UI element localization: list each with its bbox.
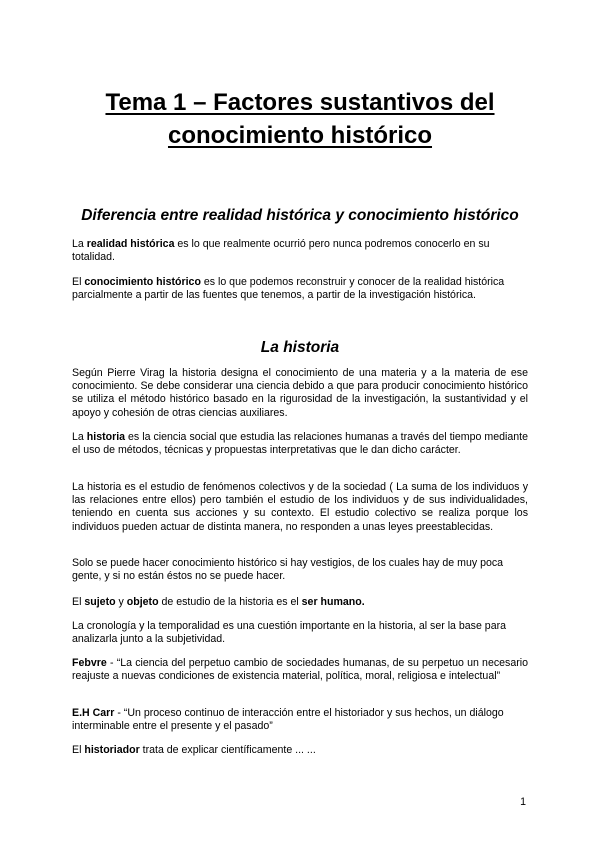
title-line-1: Tema 1 – Factores sustantivos del <box>105 89 495 116</box>
bold-term: historia <box>86 431 126 443</box>
paragraph-historia-definicion <box>72 431 528 457</box>
text: de estudio de la historia es el <box>158 596 302 608</box>
paragraph-vestigios: Solo se puede hacer conocimiento histórico si hay vestigios, de los cuales hay de muy poca gente, y si no están éstos no se puede hacer. <box>72 557 504 583</box>
bold-term: ser humano. <box>301 596 365 608</box>
bold-author: E.H Carr <box>72 707 115 719</box>
bold-term: objeto <box>126 596 159 608</box>
paragraph-cronologia: La cronología y la temporalidad es una cuestión importante en la historia, al ser la base para analizarla junto a la subjetividad. <box>72 620 507 646</box>
text: El <box>72 276 85 288</box>
bold-term: historiador <box>84 744 140 756</box>
text: y <box>115 596 127 608</box>
text: La <box>72 431 87 443</box>
page-title <box>40 86 560 152</box>
bold-term: conocimiento histórico <box>84 276 201 288</box>
quote-text: - “La ciencia del perpetuo cambio de sociedades humanas, de su perpetuo un necesario reajuste a nuevas condiciones de existencia material, política, moral, religiosa e intelectual” <box>72 657 528 683</box>
bold-term: realidad histórica <box>86 238 175 250</box>
text: El <box>72 744 85 756</box>
paragraph-febvre-quote <box>72 657 528 683</box>
text: es la ciencia social que estudia las relaciones humanas a través del tiempo mediante el uso de métodos, técnicas y propuestas interpretativas que le dan dicho carácter. <box>72 431 528 457</box>
text: trata de explicar científicamente ... ... <box>139 744 316 756</box>
paragraph-pierre-virag: Según Pierre Virag la historia designa el conocimiento de una materia y a la materia de ese conocimiento. Se debe considerar una ciencia debido a que para producir conocimiento histórico se utiliza el método histórico basado en la rigurosidad de la investigación, la sustantividad y el apoyo y cohesión de otras ciencias auxiliares. <box>72 367 528 419</box>
text: La <box>72 238 87 250</box>
title-line-2: conocimiento histórico <box>167 122 433 149</box>
paragraph-fenomenos-colectivos: La historia es el estudio de fenómenos colectivos y de la sociedad ( La suma de los individuos y las relaciones entre ellos) pero también el estudio de los individuos y de sus individualidades, teniendo en cuenta sus acciones y su contexto. El estudio colectivo se realiza porque los individuos pueden actuar de distinta manera, no responden a unas leyes preestablecidas. <box>72 481 528 533</box>
text: El <box>72 596 85 608</box>
section-heading-realidad: Diferencia entre realidad histórica y conocimiento histórico <box>81 207 519 224</box>
bold-term: sujeto <box>84 596 116 608</box>
quote-text: - “Un proceso continuo de interacción entre el historiador y sus hechos, un diálogo interminable entre el presente y el pasado” <box>72 707 504 733</box>
text: es lo que podemos reconstruir y conocer de la realidad histórica parcialmente a partir de las fuentes que tenemos, a partir de la investigación histórica. <box>72 276 505 302</box>
page-number: 1 <box>520 796 526 808</box>
paragraph-realidad-historica <box>72 238 528 264</box>
paragraph-carr-quote <box>72 707 528 733</box>
paragraph-historiador <box>72 744 528 757</box>
section-heading-historia: La historia <box>260 339 340 356</box>
paragraph-sujeto-objeto <box>72 596 528 609</box>
bold-author: Febvre <box>72 657 107 669</box>
paragraph-conocimiento-historico <box>72 276 528 302</box>
text: es lo que realmente ocurrió pero nunca podremos conocerlo en su totalidad. <box>72 238 490 264</box>
